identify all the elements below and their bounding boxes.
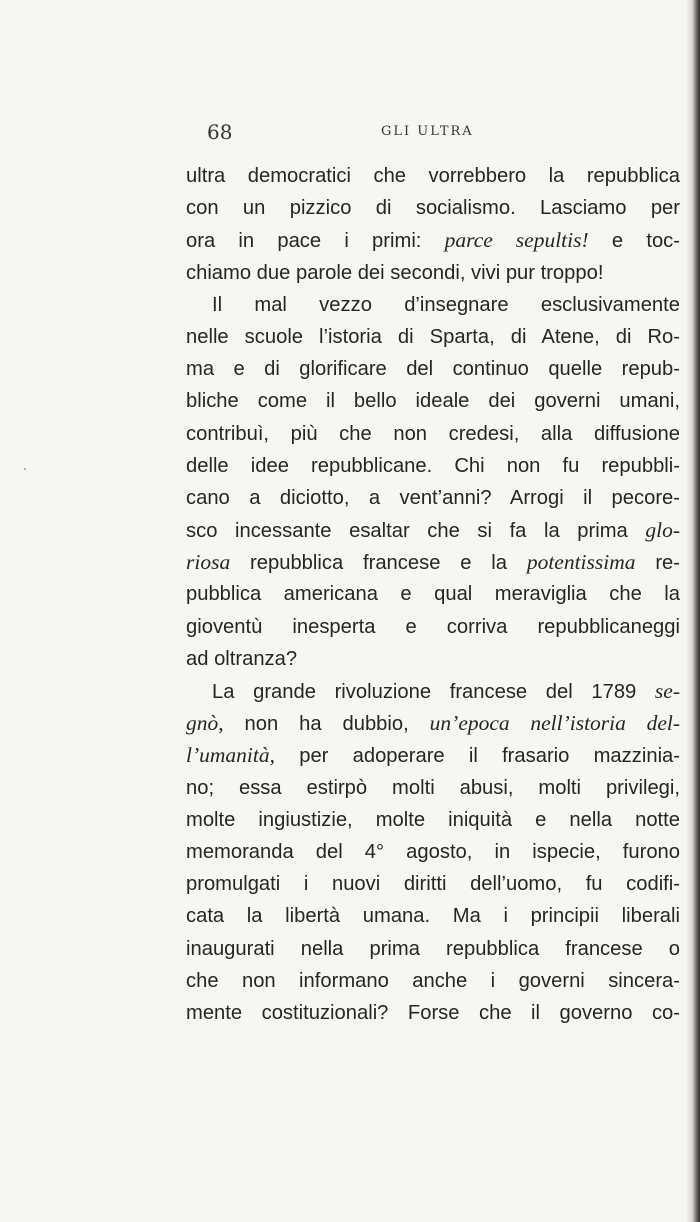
italic-text: l’umanità, (186, 743, 275, 768)
text-line (186, 611, 680, 643)
italic-text: potentissima (526, 550, 636, 575)
text-segment: per adoperare il frasario mazzinia- (274, 745, 680, 768)
italic-text: un’epoca nell’istoria del- (429, 711, 680, 736)
text-line (186, 900, 680, 932)
text-segment: La grande rivoluzione francese del 1789 (212, 681, 655, 703)
italic-text: se- (654, 679, 680, 703)
italic-text: parce sepultis! (444, 228, 589, 253)
text-segment: cata la libertà umana. Ma i principii liberali (186, 905, 680, 928)
text-line (186, 482, 680, 514)
page-number: 68 (207, 120, 233, 144)
text-segment: ora in pace i primi: (186, 230, 445, 253)
text-segment: contribuì, più che non credesi, alla diffusione (186, 422, 680, 445)
page-header (207, 120, 680, 144)
text-segment: inaugurati nella prima repubblica francese o (186, 937, 680, 960)
text-segment: chiamo due parole dei secondi, vivi pur troppo! (186, 261, 604, 284)
text-segment: promulgati i nuovi diritti dell’uomo, fu codifi- (186, 873, 680, 896)
text-line (186, 546, 680, 578)
text-line (186, 643, 680, 675)
text-line (186, 933, 680, 965)
text-segment: con un pizzico di socialismo. Lasciamo per (186, 197, 680, 220)
text-line (186, 257, 680, 289)
text-segment: cano a diciotto, a vent’anni? Arrogi il pecore- (186, 486, 680, 509)
text-line (186, 675, 680, 707)
paper-speck (24, 468, 26, 470)
body-text (186, 160, 680, 1029)
text-line (186, 578, 680, 610)
text-line (186, 418, 680, 450)
text-segment: che non informano anche i governi sincera- (186, 969, 680, 992)
text-line (186, 997, 680, 1029)
text-segment: repubblica francese e la (230, 552, 527, 575)
text-segment: mente costituzionali? Forse che il governo co- (186, 1001, 680, 1024)
text-line (186, 321, 680, 353)
text-line (186, 772, 680, 804)
text-line (186, 289, 680, 321)
text-segment: ma e di glorificare del continuo quelle repub- (186, 358, 680, 381)
italic-text: glo- (645, 518, 680, 543)
text-line (186, 965, 680, 997)
text-segment: memoranda del 4° agosto, in ispecie, furono (186, 840, 680, 863)
text-line (186, 836, 680, 868)
text-segment: molte ingiustizie, molte iniquità e nella notte (186, 808, 680, 831)
text-line (186, 450, 680, 482)
text-segment: no; essa estirpò molti abusi, molti privilegi, (186, 776, 680, 799)
text-segment: pubblica americana e qual meraviglia che la (186, 583, 680, 606)
text-line (186, 804, 680, 836)
text-segment: ad oltranza? (186, 647, 298, 670)
text-line (186, 385, 680, 417)
text-segment: non ha dubbio, (223, 713, 430, 736)
text-segment: re- (635, 552, 681, 575)
text-line (186, 160, 680, 192)
italic-text: gnò, (186, 711, 224, 736)
text-segment: e toc- (588, 230, 680, 253)
page-edge-shadow (686, 0, 700, 1222)
text-line (186, 192, 680, 224)
text-line (186, 353, 680, 385)
running-title: GLI ULTRA (381, 124, 474, 139)
text-line (186, 514, 680, 546)
text-line (186, 707, 680, 739)
text-segment: delle idee repubblicane. Chi non fu repubbli- (186, 454, 680, 477)
text-segment: sco incessante esaltar che si fa la prima (186, 520, 646, 543)
text-segment: nelle scuole l’istoria di Sparta, di Atene, di Ro- (186, 325, 680, 348)
text-line (186, 739, 680, 771)
text-segment: Il mal vezzo d’insegnare esclusivamente (212, 293, 680, 316)
italic-text: riosa (186, 550, 231, 575)
text-line (186, 224, 680, 256)
text-segment: ultra democratici che vorrebbero la repubblica (186, 165, 680, 187)
text-line (186, 868, 680, 900)
text-segment: gioventù inesperta e corriva repubblicaneggi (186, 615, 680, 638)
text-segment: bliche come il bello ideale dei governi umani, (186, 390, 680, 413)
